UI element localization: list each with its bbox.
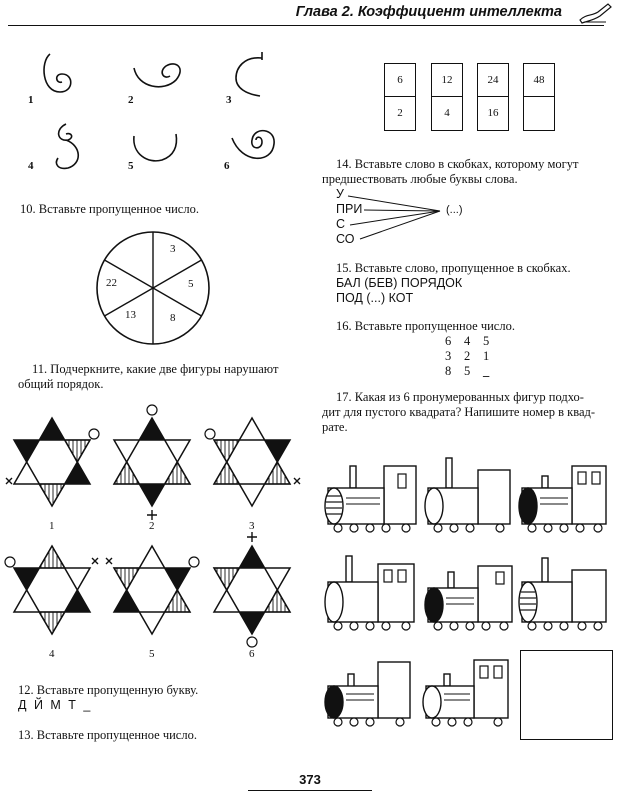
grid-r1c1: 6 [445,334,452,348]
q11-line2: общий порядок. [18,377,104,391]
chapter-title: Глава 2. Коэффициент интеллекта [295,4,562,20]
star-label-1: 1 [49,520,55,532]
domino-3-top: 24 [478,64,508,97]
domino-1-top: 6 [385,64,415,97]
q14-line2: предшествовать любые буквы слова. [322,172,518,186]
page-number: 373 [299,772,321,787]
train-5 [425,566,512,630]
q17-line1: 17. Какая из 6 пронумерованных фигур подхо- [336,390,584,404]
star-label-2: 2 [149,520,155,532]
q15-row2: ПОД (...) КОТ [336,291,414,305]
grid-r2c1: 3 [445,349,452,363]
domino-2 [431,63,463,131]
train-2 [425,458,510,532]
spiral-6 [228,124,278,168]
star-label-6: 6 [249,648,255,660]
spiral-label-1: 1 [28,94,34,106]
star-label-4: 4 [49,648,55,660]
star-5 [106,546,199,634]
q13-text: 13. Вставьте пропущенное число. [18,728,197,742]
header-rule [8,25,604,26]
wheel-value-5: 5 [188,278,194,290]
domino-2-bottom: 4 [444,107,450,119]
star-6 [214,532,290,647]
train-4 [325,556,414,630]
spiral-label-3: 3 [226,94,232,106]
q14-word-4: СО [336,232,355,246]
domino-1 [384,63,416,131]
train-8 [423,660,508,726]
q12-text: 12. Вставьте пропущенную букву. [18,683,199,697]
spiral-5 [128,132,188,172]
grid-r2c2: 2 [464,349,471,363]
q10-text: 10. Вставьте пропущенное число. [20,202,199,216]
spiral-4 [48,122,88,174]
spiral-label-2: 2 [128,94,134,106]
star-1 [6,418,99,506]
domino-4-bottom [524,97,554,129]
page-header [0,0,620,28]
grid-r1c2: 4 [464,334,471,348]
domino-3-bottom: 16 [487,107,499,119]
writing-hand-icon [578,2,612,24]
q14-bracket: (...) [446,204,463,216]
answer-square[interactable] [520,650,613,740]
train-7 [325,662,410,726]
grid-r3c2: 5 [464,364,471,378]
spiral-2 [128,58,188,98]
q17-line2: дит для пустого квадрата? Напишите номер в квад- [322,405,596,419]
q14-line1: 14. Вставьте слово в скобках, которому могут [336,157,579,171]
train-3 [519,466,606,532]
domino-1-bottom: 2 [397,107,403,119]
grid-r3c1: 8 [445,364,452,378]
q14-word-1: У [336,187,344,201]
star-label-5: 5 [149,648,155,660]
wheel-value-13: 13 [125,309,136,321]
spiral-1 [40,52,80,102]
domino-4 [523,63,555,131]
star-4 [5,546,98,634]
q14-word-3: С [336,217,346,231]
footer-rule [248,790,372,791]
spiral-label-4: 4 [28,160,34,172]
wheel-value-8: 8 [170,312,176,324]
train-1 [325,466,416,532]
q14-word-2: ПРИ [336,202,363,216]
wheel-value-22: 22 [106,277,117,289]
grid-r3c3: _ [483,364,490,378]
q15-row1: БАЛ (БЕВ) ПОРЯДОК [336,276,463,290]
star-2 [114,405,190,520]
q17-line3: рате. [322,420,348,434]
train-6 [519,558,606,630]
domino-4-top: 48 [524,64,554,97]
spiral-label-5: 5 [128,160,134,172]
q15-text: 15. Вставьте слово, пропущенное в скобках. [336,261,571,275]
spiral-3 [228,52,268,102]
grid-r1c3: 5 [483,334,490,348]
q11-line1: 11. Подчеркните, какие две фигуры нарушают [32,362,279,376]
domino-2-top: 12 [432,64,462,97]
spiral-label-6: 6 [224,160,230,172]
q12-letters: Д Й М Т _ [18,698,93,712]
star-3 [205,418,300,506]
star-label-3: 3 [249,520,255,532]
wheel-value-3: 3 [170,243,176,255]
q16-text: 16. Вставьте пропущенное число. [336,319,515,333]
grid-r2c3: 1 [483,349,490,363]
q14-connector-lines [340,190,460,250]
domino-3 [477,63,509,131]
